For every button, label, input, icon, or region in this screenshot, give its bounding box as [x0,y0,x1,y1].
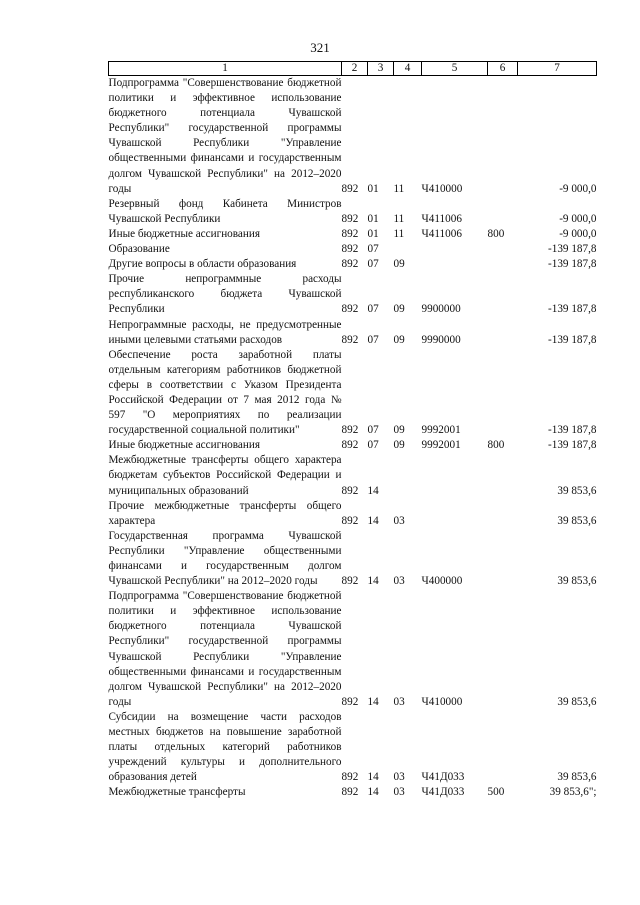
row-description: Другие вопросы в области образования [108,258,297,271]
admin-code-cell: 892 [341,212,359,225]
table-row [109,272,597,317]
admin-code-cell: 892 [341,424,359,437]
section-cell: 14 [367,771,379,784]
target-article-cell: Ч410000 [421,695,463,708]
expense-type-cell [488,197,518,227]
expense-type-cell [488,257,518,272]
subsection-cell: 09 [393,333,405,346]
admin-code-cell: 892 [341,514,359,527]
admin-code-cell: 892 [341,484,359,497]
expense-type-cell [488,76,518,197]
row-description: Обеспечение роста заработной платы отдельным категориям работников бюджетной сферы в соответствии с Указом Президента Российской Федерации от 7 мая 2012 года № 597 "О мероприятиях по реализации государственной социальной политики" [108,348,342,437]
row-description: Подпрограмма "Совершенствование бюджетной политики и эффективное использование бюджетного потенциала Чувашской Республики" государственной программы Чувашской Республики "Управление общественными финансами и государственным долгом Чувашской Республики" на 2012–2020 годы [108,77,342,195]
target-article-cell: Ч411006 [421,212,462,225]
section-cell: 07 [367,333,379,346]
row-description: Подпрограмма "Совершенствование бюджетной политики и эффективное использование бюджетного потенциала Чувашской Республики" государственной программы Чувашской Республики "Управление общественными финансами и государственным долгом Чувашской Республики" на 2012–2020 годы [108,590,342,708]
expense-type-cell: 800 [487,227,505,240]
target-article-cell: Ч400000 [421,575,463,588]
target-article-cell [422,242,488,257]
row-description: Государственная программа Чувашской Республики "Управление общественными финансами и государственным долгом Чувашской Республики" на 2012–2020 годы [108,529,342,588]
target-article-cell: 9900000 [421,303,461,316]
target-article-cell: Ч41Д033 [421,771,465,784]
section-cell: 07 [367,439,379,452]
subsection-cell: 09 [393,424,405,437]
column-header: 1 [109,62,342,76]
amount-cell: 39 853,6 [557,575,597,588]
amount-cell: 39 853,6 [557,771,597,784]
row-description: Иные бюджетные ассигнования [108,227,260,240]
amount-cell: -9 000,0 [559,227,597,240]
admin-code-cell: 892 [341,182,359,195]
row-description: Иные бюджетные ассигнования [108,439,260,452]
section-cell: 01 [367,212,379,225]
subsection-cell: 11 [393,212,405,225]
table-body [109,76,597,801]
amount-cell: -9 000,0 [559,182,597,195]
row-description: Субсидии на возмещение части расходов местных бюджетов на повышение заработной платы отдельных категорий работников учреждений культуры и дополнительного образования детей [108,710,342,784]
table-row [109,438,597,453]
target-article-cell: Ч41Д033 [421,786,465,799]
amount-cell: -139 187,8 [548,258,597,271]
section-cell: 14 [367,484,379,497]
table-row [109,453,597,498]
admin-code-cell: 892 [341,575,359,588]
column-header: 7 [518,62,597,76]
section-cell: 14 [367,575,379,588]
admin-code-cell: 892 [341,771,359,784]
admin-code-cell: 892 [341,333,359,346]
subsection-cell: 03 [393,575,405,588]
amount-cell: -139 187,8 [548,333,597,346]
column-header: 6 [488,62,518,76]
target-article-cell [422,257,488,272]
expense-type-cell [488,453,518,498]
subsection-cell [394,453,422,498]
amount-cell: 39 853,6 [557,484,597,497]
subsection-cell: 09 [393,258,405,271]
amount-cell: -139 187,8 [548,303,597,316]
admin-code-cell: 892 [341,303,359,316]
admin-code-cell: 892 [341,439,359,452]
row-description: Межбюджетные трансферты [108,786,246,799]
amount-cell: -9 000,0 [559,212,597,225]
amount-cell: -139 187,8 [548,243,597,256]
table-row [109,529,597,589]
section-cell: 07 [367,243,379,256]
table-row [109,589,597,710]
table-row [109,257,597,272]
table-row [109,76,597,197]
admin-code-cell: 892 [341,227,359,240]
table-row [109,242,597,257]
table-row [109,348,597,439]
amount-cell: -139 187,8 [548,439,597,452]
expense-type-cell [488,272,518,317]
subsection-cell: 03 [393,514,405,527]
section-cell: 14 [367,695,379,708]
row-description: Прочие межбюджетные трансферты общего характера [108,499,342,527]
table-row [109,785,597,800]
target-article-cell [422,499,488,529]
target-article-cell: Ч411006 [421,227,462,240]
budget-table [108,61,597,801]
amount-cell: 39 853,6"; [549,786,597,799]
table-row [109,710,597,785]
target-article-cell: Ч410000 [421,182,463,195]
subsection-cell: 11 [393,227,405,240]
column-header: 2 [342,62,368,76]
section-cell: 07 [367,424,379,437]
row-description: Образование [108,243,170,256]
table-row [109,318,597,348]
section-cell: 14 [367,514,379,527]
subsection-cell: 09 [393,439,405,452]
amount-cell: -139 187,8 [548,424,597,437]
expense-type-cell [488,499,518,529]
row-description: Резервный фонд Кабинета Министров Чувашской Республики [108,197,342,225]
expense-type-cell [488,318,518,348]
expense-type-cell [488,529,518,589]
row-description: Прочие непрограммные расходы республиканского бюджета Чувашской Республики [108,273,342,316]
target-article-cell [422,453,488,498]
target-article-cell: 9992001 [421,439,461,452]
subsection-cell: 09 [393,303,405,316]
admin-code-cell: 892 [341,258,359,271]
table-row [109,227,597,242]
section-cell: 07 [367,303,379,316]
admin-code-cell: 892 [341,243,359,256]
table-row [109,499,597,529]
page-number: 321 [310,40,330,55]
admin-code-cell: 892 [341,786,359,799]
row-description: Межбюджетные трансферты общего характера бюджетам субъектов Российской Федерации и муниципальных образований [108,454,342,497]
subsection-cell: 03 [393,771,405,784]
column-header: 4 [394,62,422,76]
expense-type-cell [488,348,518,439]
expense-type-cell [488,589,518,710]
expense-type-cell [488,242,518,257]
expense-type-cell: 800 [487,439,505,452]
section-cell: 01 [367,227,379,240]
section-cell: 01 [367,182,379,195]
amount-cell: 39 853,6 [557,695,597,708]
subsection-cell: 03 [393,695,405,708]
expense-type-cell: 500 [487,786,505,799]
admin-code-cell: 892 [341,695,359,708]
subsection-cell: 03 [393,786,405,799]
target-article-cell: 9990000 [421,333,461,346]
table-row [109,197,597,227]
amount-cell: 39 853,6 [557,514,597,527]
section-cell: 14 [367,786,379,799]
section-cell: 07 [367,258,379,271]
table-header-row [109,62,597,76]
expense-type-cell [488,710,518,785]
subsection-cell [394,242,422,257]
subsection-cell: 11 [393,182,405,195]
column-header: 5 [422,62,488,76]
target-article-cell: 9992001 [421,424,461,437]
row-description: Непрограммные расходы, не предусмотренные иными целевыми статьями расходов [108,318,342,346]
column-header: 3 [368,62,394,76]
